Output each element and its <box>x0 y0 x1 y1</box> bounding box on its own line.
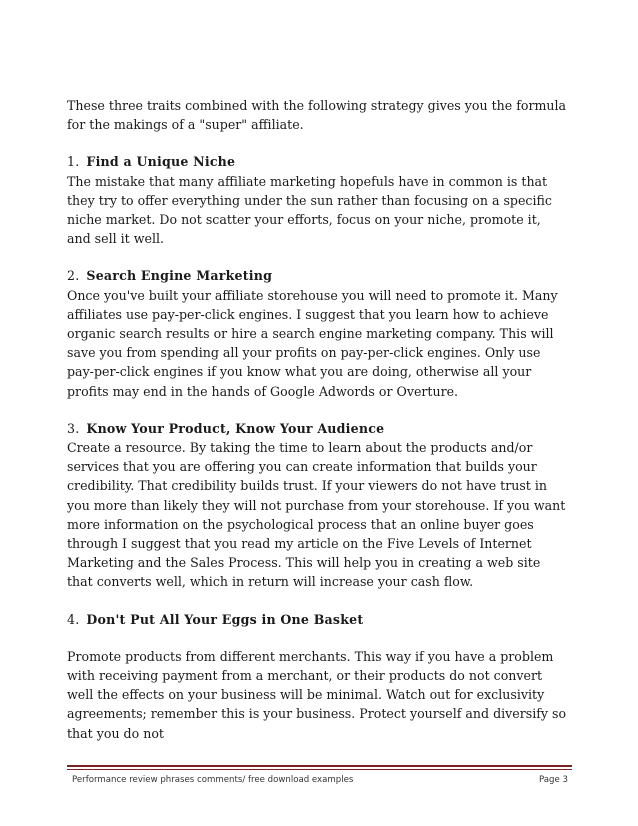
section-body: Create a resource. By taking the time to learn about the products and/or services that you are offering you can create information that builds your credibility. That credibility builds trust. If your viewers do not have trust in you more than likely they will not purchase from your storehouse. If you want more information on the psychological process that an online buyer goes through I suggest that you read my article on the Five Levels of Internet Marketing and the Sales Process. This will help you in creating a web site that converts well, which in return will increase your cash flow. <box>67 440 566 590</box>
page-content <box>67 96 567 743</box>
section-title: Don't Put All Your Eggs in One Basket <box>86 611 364 627</box>
section-number: 3. <box>67 420 80 436</box>
section-title: Know Your Product, Know Your Audience <box>86 420 385 436</box>
footer-divider <box>67 765 572 767</box>
footer-divider-thin <box>67 769 572 770</box>
spacer <box>67 629 567 647</box>
spacer <box>67 401 567 419</box>
section-body: Once you've built your affiliate storehouse you will need to promote it. Many affiliates use pay-per-click engines. I suggest that you learn how to achieve organic search results or hire a search engine marketing company. This will save you from spending all your profits on pay-per-click engines. Only use pay-per-click engines if you know what you are doing, otherwise all your profits may end in the hands of Google Adwords or Overture. <box>67 287 558 399</box>
page-footer <box>72 775 568 789</box>
section-heading <box>67 419 567 438</box>
section-body: The mistake that many affiliate marketing hopefuls have in common is that they try to offer everything under the sun rather than focusing on a specific niche market. Do not scatter your efforts, focus on your niche, promote it, and sell it well. <box>67 173 552 247</box>
spacer <box>67 248 567 266</box>
section-number: 1. <box>67 154 80 170</box>
section-heading <box>67 152 567 171</box>
intro-paragraph: These three traits combined with the following strategy gives you the formula for the makings of a "super" affiliate. <box>67 98 567 133</box>
section-number: 4. <box>67 611 80 627</box>
section-title: Find a Unique Niche <box>86 154 236 170</box>
spacer <box>67 134 567 152</box>
spacer <box>67 592 567 610</box>
section-heading <box>67 266 567 285</box>
section-number: 2. <box>67 268 80 284</box>
section-body: Promote products from different merchants. This way if you have a problem with receiving payment from a merchant, or their products do not convert well the effects on your business will be minimal. Watch out for exclusivity agreements; remember this is your business. Protect yourself and diversify so that you do not <box>67 648 567 741</box>
footer-title: Performance review phrases comments/ free download examples <box>72 775 354 785</box>
page-number: Page 3 <box>538 775 568 785</box>
section-heading <box>67 610 567 629</box>
section-title: Search Engine Marketing <box>86 268 273 284</box>
